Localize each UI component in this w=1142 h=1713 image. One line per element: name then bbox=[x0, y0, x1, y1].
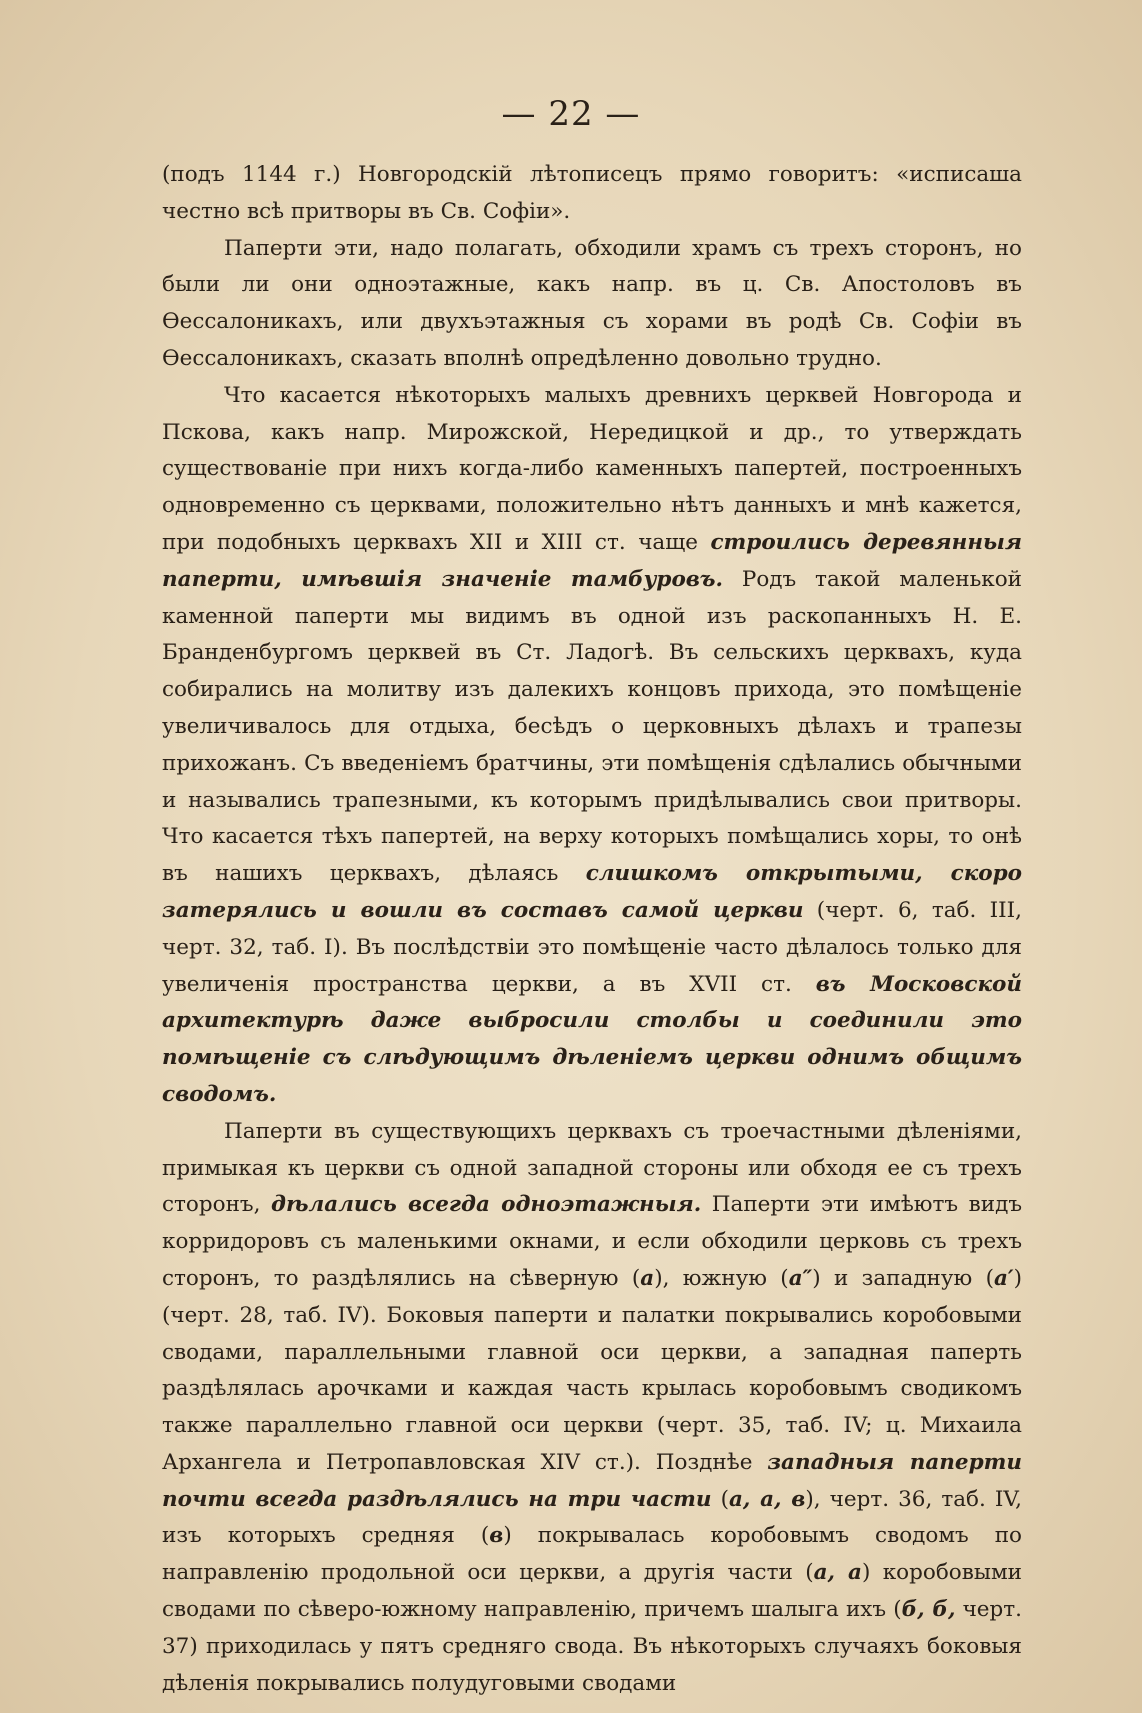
paragraph-p3 bbox=[162, 378, 1022, 1114]
emphasis-text: б, б, bbox=[901, 1597, 956, 1623]
emphasis-text: слишкомъ открытыми, скоро затерялись и вошли въ составъ самой церкви bbox=[162, 861, 1022, 923]
emphasis-text: строились деревянныя паперти, имѣвшія значеніе тамбуровъ. bbox=[162, 529, 1022, 592]
text-segment: черт. 37) приходилась у пятъ средняго свода. Въ нѣкоторыхъ случаяхъ боковыя дѣленія покрывались полудуговыми сводами bbox=[162, 1597, 1023, 1696]
text-segment: (подъ 1144 г.) Новгородскій лѣтописецъ прямо говоритъ: «исписаша честно всѣ притворы въ Св. Софіи». bbox=[162, 162, 1022, 224]
text-segment: ) (черт. 28, таб. IV). Боковыя паперти и палатки покрывались коробовыми сводами, параллельными главной оси церкви, а западная паперть раздѣлялась арочками и каждая часть крылась коробовымъ сводикомъ также параллельно главной оси церкви (черт. 35, таб. IV; ц. Михаила Архангела и Петропавловская XIV ст.). Позднѣе bbox=[162, 1265, 1022, 1475]
emphasis-text: дѣлались всегда одноэтажныя. bbox=[271, 1192, 702, 1218]
emphasis-text: а, а, в bbox=[729, 1486, 806, 1512]
emphasis-text: а′ bbox=[993, 1265, 1014, 1291]
text-segment: Что касается нѣкоторыхъ малыхъ древнихъ церквей Новгорода и Пскова, какъ напр. Мирожской, Нередицкой и др., то утверждать существованіе при нихъ когда-либо каменныхъ папертей, построенныхъ одновременно съ церквами, положительно нѣтъ данныхъ и мнѣ кажется, при подобныхъ церквахъ XII и XIII ст. чаще bbox=[162, 382, 1022, 555]
text-segment: ), черт. 36, таб. IV, изъ которыхъ средняя ( bbox=[162, 1486, 1022, 1549]
emphasis-text: западныя паперти почти всегда раздѣлялись на три части bbox=[162, 1449, 1022, 1512]
page-number: — 22 — bbox=[501, 94, 641, 134]
emphasis-text: въ Московской архитектурѣ даже выбросили столбы и соединили это помѣщеніе съ слѣдующимъ дѣленіемъ церкви однимъ общимъ сводомъ. bbox=[162, 971, 1023, 1107]
text-segment: Паперти эти, надо полагать, обходили храмъ съ трехъ сторонъ, но были ли они одноэтажные, какъ напр. въ ц. Св. Апостоловъ въ Ѳессалоникахъ, или двухъэтажныя съ хорами въ родѣ Св. Софіи въ Ѳессалоникахъ, сказать вполнѣ опредѣленно довольно трудно. bbox=[162, 235, 1022, 371]
body-text bbox=[162, 157, 1022, 1702]
paragraph-p2 bbox=[162, 231, 1022, 378]
emphasis-text: а bbox=[640, 1265, 655, 1291]
paragraph-p4 bbox=[162, 1114, 1022, 1703]
text-segment: ) коробовыми сводами по сѣверо-южному направленію, причемъ шалыга ихъ ( bbox=[162, 1560, 1022, 1623]
text-segment: ( bbox=[711, 1486, 729, 1512]
text-segment: Родъ такой маленькой каменной паперти мы видимъ въ одной изъ раскопанныхъ Н. Е. Бранденбургомъ церквей въ Ст. Ладогѣ. Въ сельскихъ церквахъ, куда собирались на молитву изъ далекихъ концовъ прихода, это помѣщеніе увеличивалось для отдыха, бесѣдъ о церковныхъ дѣлахъ и трапезы прихожанъ. Съ введеніемъ братчины, эти помѣщенія сдѣлались обычными и назывались трапезными, къ которымъ придѣлывались свои притворы. Что касается тѣхъ папертей, на верху которыхъ помѣщались хоры, то онѣ въ нашихъ церквахъ, дѣлаясь bbox=[162, 566, 1022, 887]
emphasis-text: в bbox=[489, 1523, 504, 1549]
text-segment: Паперти эти имѣютъ видъ корридоровъ съ маленькими окнами, и если обходили церковь съ трехъ сторонъ, то раздѣлялись на сѣверную ( bbox=[162, 1192, 1022, 1291]
text-segment: ), южную ( bbox=[654, 1265, 789, 1291]
text-segment: Паперти въ существующихъ церквахъ съ троечастными дѣленіями, примыкая къ церкви съ одной западной стороны или обходя ее съ трехъ сторонъ, bbox=[162, 1118, 1022, 1218]
text-segment: ) покрывалась коробовымъ сводомъ по направленію продольной оси церкви, а другія части ( bbox=[162, 1523, 1023, 1586]
paragraph-p1 bbox=[162, 157, 1022, 231]
text-segment: (черт. 6, таб. III, черт. 32, таб. I). Въ послѣдствіи это помѣщеніе часто дѣлалось только для увеличенія пространства церкви, а въ XVII ст. bbox=[162, 897, 1022, 997]
emphasis-text: а, а bbox=[813, 1560, 862, 1586]
emphasis-text: а″ bbox=[788, 1265, 813, 1291]
text-segment: ) и западную ( bbox=[812, 1265, 994, 1291]
